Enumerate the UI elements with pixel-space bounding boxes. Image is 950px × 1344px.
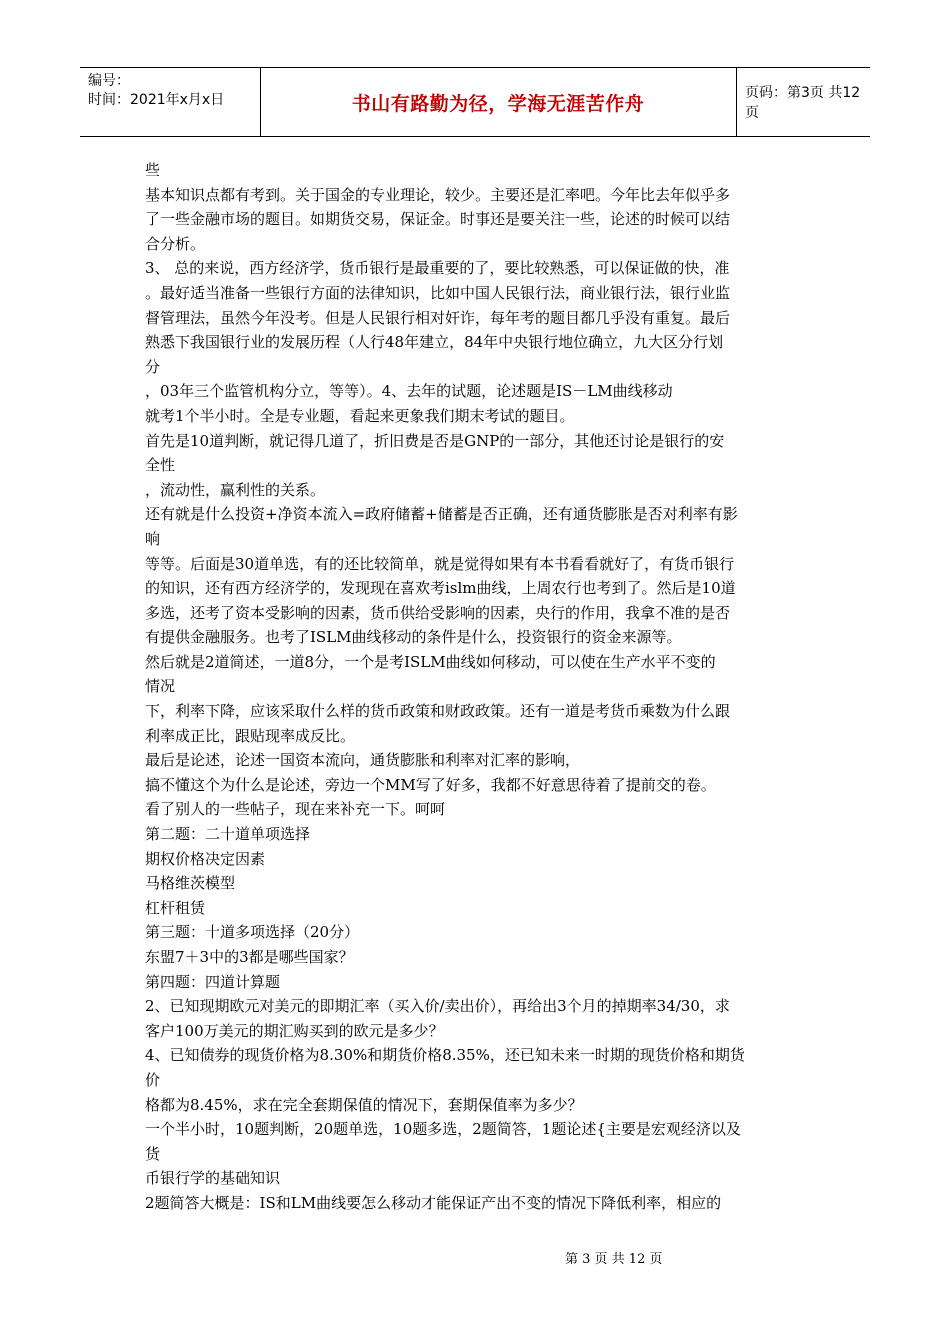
text-line: 杠杆租赁 — [145, 898, 206, 917]
text-line: 第四题：四道计算题 — [145, 972, 281, 991]
number-label: 编号： — [88, 73, 130, 89]
text-line: 首先是10道判断，就记得几道了，折旧费是否是GNP的一部分，其他还讨论是银行的安 — [145, 431, 725, 450]
text-line: 分 — [145, 357, 161, 376]
text-line: 全性 — [145, 456, 176, 475]
time-label: 时间：2021年x月x日 — [88, 92, 225, 108]
text-line: 合分析。 — [145, 234, 206, 253]
text-line: 最后是论述，论述一国资本流向，通货膨胀和利率对汇率的影响， — [145, 751, 581, 770]
text-line: ，03年三个监管机构分立，等等）。4、去年的试题，论述题是IS－LM曲线移动 — [145, 382, 673, 401]
text-line: 就考1个半小时。全是专业题，看起来更象我们期末考试的题目。 — [145, 406, 575, 425]
text-line: 了一些金融市场的题目。如期货交易，保证金。时事还是要关注一些，论述的时候可以结 — [145, 210, 731, 229]
text-line: 下，利率下降，应该采取什么样的货币政策和财政政策。还有一道是考货币乘数为什么跟 — [145, 702, 731, 721]
text-line: 2、已知现期欧元对美元的即期汇率（买入价/卖出价），再给出3个月的掉期率34/30，求 — [145, 997, 730, 1016]
header-motto: 书山有路勤为径，学海无涯苦作舟 — [351, 92, 645, 115]
text-line: 督管理法，虽然今年没考。但是人民银行相对奸诈，每年考的题目都几乎没有重复。最后 — [145, 308, 731, 327]
text-line: 马格维茨模型 — [145, 874, 236, 893]
text-line: 利率成正比，跟贴现率成反比。 — [145, 726, 356, 745]
text-line: 第二题：二十道单项选择 — [145, 825, 311, 844]
header-table — [80, 67, 870, 137]
text-line: 3、 总的来说，西方经济学，货币银行是最重要的了，要比较熟悉，可以保证做的快，准 — [145, 259, 730, 278]
text-line: 客户100万美元的期汇购买到的欧元是多少？ — [145, 1021, 444, 1040]
document-body — [145, 158, 815, 1216]
text-line: 货 — [145, 1144, 161, 1163]
text-line: 情况 — [145, 677, 176, 696]
text-line: 然后就是2道简述，一道8分，一个是考ISLM曲线如何移动，可以使在生产水平不变的 — [145, 652, 716, 671]
text-line: ，流动性，赢利性的关系。 — [145, 480, 326, 499]
text-line: 4、已知债券的现货价格为8.30%和期货价格8.35%，还已知未来一时期的现货价格和期货 — [145, 1046, 745, 1065]
header-page-info: 页码：第3页 共12页 — [745, 85, 861, 121]
text-line: 基本知识点都有考到。关于国金的专业理论，较少。主要还是汇率吧。今年比去年似乎多 — [145, 185, 731, 204]
text-line: 2题简答大概是：IS和LM曲线要怎么移动才能保证产出不变的情况下降低利率，相应的 — [145, 1193, 722, 1212]
text-line: 还有就是什么投资+净资本流入=政府储蓄+储蓄是否正确，还有通货膨胀是否对利率有影 — [145, 505, 738, 524]
text-line: 多选，还考了资本受影响的因素，货币供给受影响的因素，央行的作用，我拿不准的是否 — [145, 603, 731, 622]
text-line: 些 — [145, 161, 161, 179]
text-line: 第三题：十道多项选择（20分） — [145, 923, 360, 942]
text-line: 一个半小时，10题判断，20题单选，10题多选，2题简答，1题论述{主要是宏观经济以及 — [145, 1120, 741, 1139]
footer-page-number: 第 3 页 共 12 页 — [565, 1252, 663, 1267]
text-line: 币银行学的基础知识 — [145, 1169, 281, 1188]
header-left-cell — [88, 72, 268, 110]
text-line: 期权价格决定因素 — [145, 849, 266, 868]
text-line: 。最好适当准备一些银行方面的法律知识，比如中国人民银行法，商业银行法，银行业监 — [145, 283, 731, 302]
text-line: 熟悉下我国银行业的发展历程（人行48年建立，84年中央银行地位确立，九大区分行划 — [145, 333, 724, 352]
text-line: 响 — [145, 529, 161, 548]
text-line: 东盟7＋3中的3都是哪些国家？ — [145, 948, 354, 966]
text-line: 看了别人的一些帖子，现在来补充一下。呵呵 — [145, 800, 446, 819]
text-line: 格都为8.45%，求在完全套期保值的情况下，套期保值率为多少？ — [145, 1095, 583, 1114]
text-line: 搞不懂这个为什么是论述，旁边一个MM写了好多，我都不好意思待着了提前交的卷。 — [145, 775, 716, 794]
text-line: 等等。后面是30道单选，有的还比较简单，就是觉得如果有本书看看就好了，有货币银行 — [145, 554, 735, 573]
text-line: 有提供金融服务。也考了ISLM曲线移动的条件是什么，投资银行的资金来源等。 — [145, 628, 682, 647]
header-divider-right — [736, 68, 737, 136]
text-line: 价 — [145, 1070, 161, 1089]
text-line: 的知识，还有西方经济学的，发现现在喜欢考islm曲线，上周农行也考到了。然后是10道 — [145, 579, 736, 598]
